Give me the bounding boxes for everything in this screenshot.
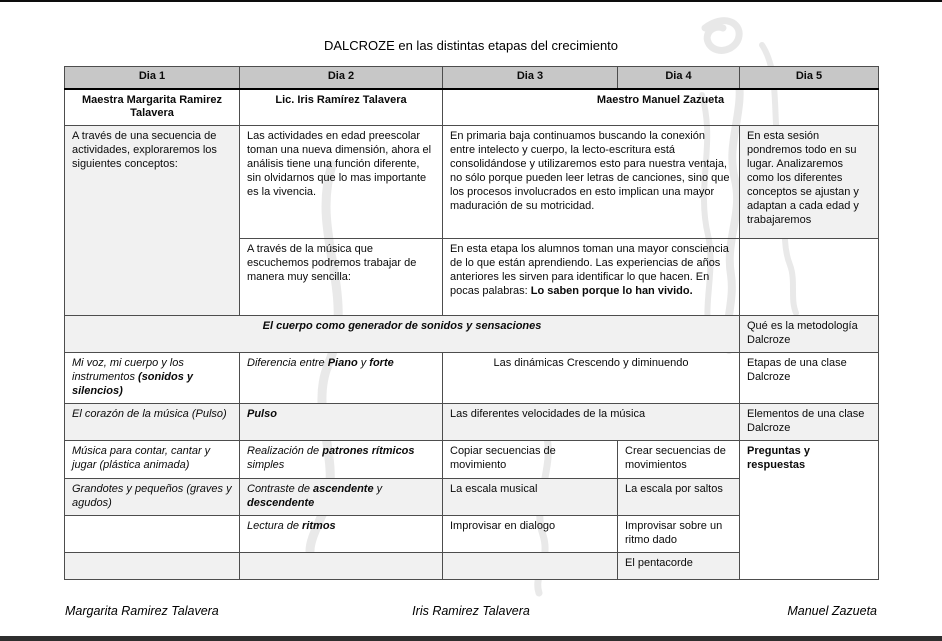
cell-dia3-4-velocidades: Las diferentes velocidades de la música [443, 404, 740, 441]
cell-dia2-preescolar-note: Las actividades en edad preescolar toman una nueva dimensión, ahora el análisis tiene una función diferente, sin olvidarnos que lo mas importante es la vivencia. [240, 126, 443, 239]
cell-dia2-contraste: Contraste de ascendente y descendente [240, 479, 443, 516]
cell-dia1-empty [65, 516, 240, 553]
concept-row-pulso [65, 404, 879, 441]
signature-iris: Iris Ramirez Talavera [412, 604, 530, 618]
concept-row-voz [65, 353, 879, 404]
cell-dia3-copiar-secuencias: Copiar secuencias de movimiento [443, 441, 618, 479]
cell-dia3-4-etapa-note: En esta etapa los alumnos toman una mayor consciencia de lo que están aprendiendo. Las experiencias de años anteriores les sirven para identificar lo que hacen. En pocas palabras: Lo saben porque lo han vivido. [443, 239, 740, 316]
cell-dia5-etapas-clase: Etapas de una clase Dalcroze [740, 353, 879, 404]
cell-dia3-4-primaria-note: En primaria baja continuamos buscando la conexión entre intelecto y cuerpo, la lecto-escritura está consolidándose y utilizaremos esto para nuestra ventaja, no sólo porque pueden leer letras de canciones, sino que los procesos involucrados en esto implican una mayor maduración de su motricidad. [443, 126, 740, 239]
cell-dia4-escala-saltos: La escala por saltos [618, 479, 740, 516]
cell-dia5-sesion-note: En esta sesión pondremos todo en su lugar. Analizaremos como los diferentes conceptos se ajustan y adaptan a cada edad y trabajaremos [740, 126, 879, 239]
cell-dia1-mi-voz: Mi voz, mi cuerpo y los instrumentos (sonidos y silencios) [65, 353, 240, 404]
cell-dia4-improvisar-ritmo: Improvisar sobre un ritmo dado [618, 516, 740, 553]
cell-teacher-iris: Lic. Iris Ramírez Talavera [240, 89, 443, 126]
signature-margarita: Margarita Ramirez Talavera [65, 604, 219, 618]
cell-dia1-concepts-intro: A través de una secuencia de actividades, exploraremos los siguientes conceptos: [65, 126, 240, 316]
cell-dia1-empty-2 [65, 553, 240, 580]
cell-body-banner: El cuerpo como generador de sonidos y sensaciones [65, 316, 740, 353]
cell-dia2-patrones-ritmicos: Realización de patrones rítmicos simples [240, 441, 443, 479]
header-cell-dia-1: Dia 1 [65, 67, 240, 89]
cell-teacher-manuel: Maestro Manuel Zazueta [443, 89, 879, 126]
cell-dia5-elementos-clase: Elementos de una clase Dalcroze [740, 404, 879, 441]
cell-dia5-metodologia: Qué es la metodología Dalcroze [740, 316, 879, 353]
banner-row [65, 316, 879, 353]
signature-row [64, 604, 878, 624]
cell-dia5-empty [740, 239, 879, 316]
header-cell-dia-2: Dia 2 [240, 67, 443, 89]
header-row [65, 67, 879, 89]
cell-dia2-empty [240, 553, 443, 580]
intro-row-1 [65, 126, 879, 239]
header-cell-dia-3: Dia 3 [443, 67, 618, 89]
cell-dia2-diferencia-piano-forte: Diferencia entre Piano y forte [240, 353, 443, 404]
concept-row-patrones [65, 441, 879, 479]
page-title: DALCROZE en las distintas etapas del crecimiento [323, 38, 619, 53]
header-cell-dia-5: Dia 5 [740, 67, 879, 89]
cell-dia1-corazon-musica: El corazón de la música (Pulso) [65, 404, 240, 441]
cell-dia3-4-dinamicas: Las dinámicas Crescendo y diminuendo [443, 353, 740, 404]
cell-teacher-margarita: Maestra Margarita Ramirez Talavera [65, 89, 240, 126]
cell-dia2-musica-note: A través de la música que escuchemos podremos trabajar de manera muy sencilla: [240, 239, 443, 316]
cell-dia2-lectura-ritmos: Lectura de ritmos [240, 516, 443, 553]
cell-dia3-empty [443, 553, 618, 580]
signature-manuel: Manuel Zazueta [787, 604, 877, 618]
cell-dia1-musica-contar: Música para contar, cantar y jugar (plástica animada) [65, 441, 240, 479]
cell-dia5-preguntas-respuestas: Preguntas y respuestas [740, 441, 879, 580]
cell-dia4-pentacorde: El pentacorde [618, 553, 740, 580]
teachers-row [65, 89, 879, 126]
cell-dia4-crear-secuencias: Crear secuencias de movimientos [618, 441, 740, 479]
cell-dia3-improvisar-dialogo: Improvisar en dialogo [443, 516, 618, 553]
bottom-edge-bar [0, 636, 942, 641]
cell-dia2-pulso: Pulso [240, 404, 443, 441]
top-edge-bar [0, 0, 942, 2]
header-cell-dia-4: Dia 4 [618, 67, 740, 89]
cell-dia3-escala-musical: La escala musical [443, 479, 618, 516]
schedule-table [64, 66, 879, 580]
cell-dia1-grandotes-pequenos: Grandotes y pequeños (graves y agudos) [65, 479, 240, 516]
